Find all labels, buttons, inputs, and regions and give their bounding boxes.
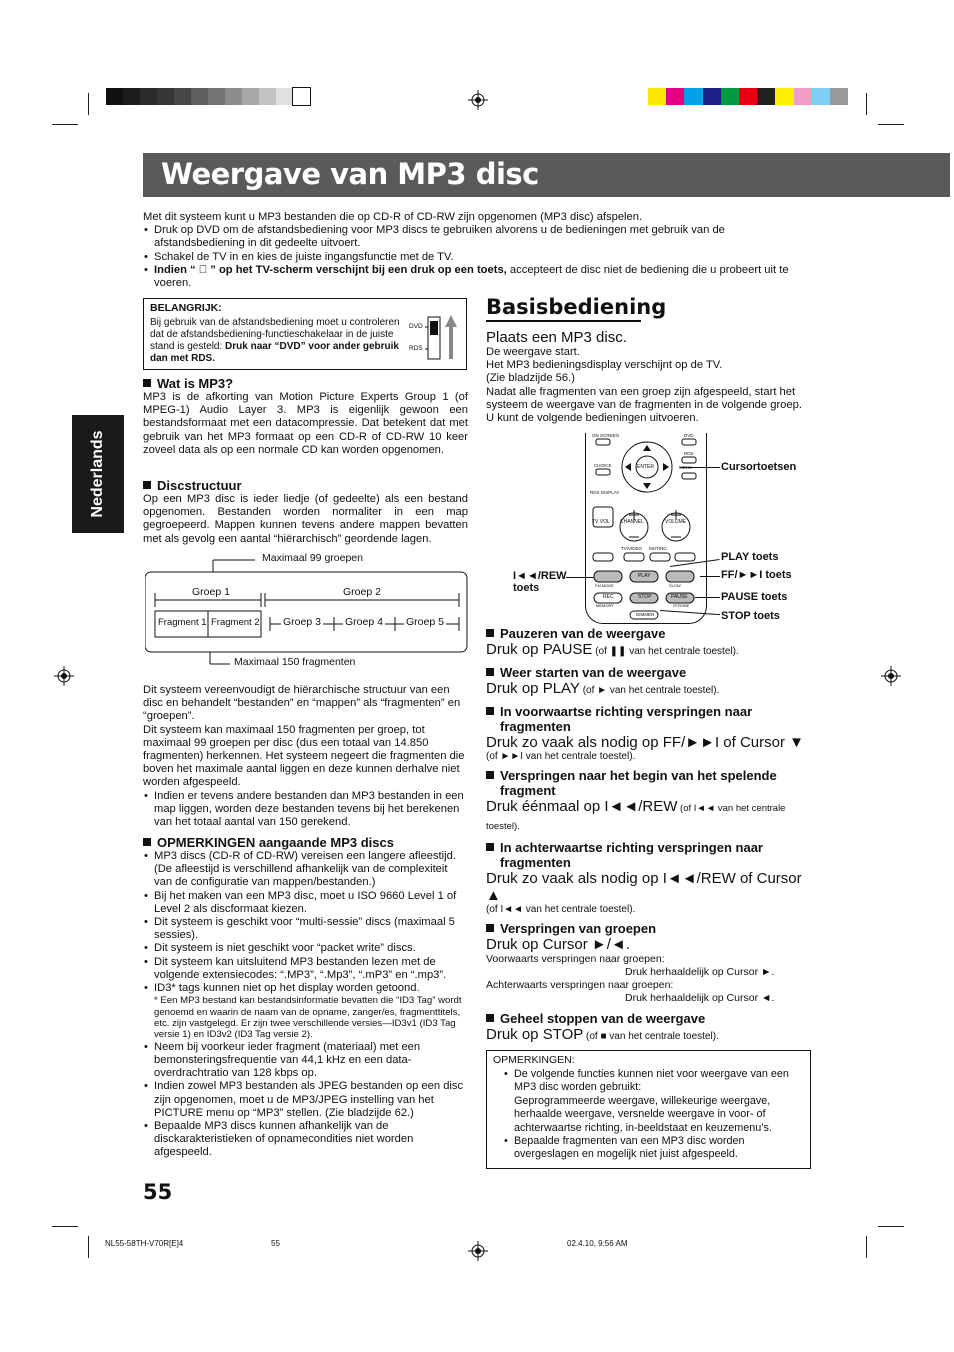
op-main: Druk op Cursor ►/◄.: [486, 936, 630, 953]
group-4-label: Groep 4: [345, 616, 383, 628]
max-groups-label: Maximaal 99 groepen: [262, 552, 363, 564]
notes-subtext: Geprogrammeerde weergave, willekeurige weergave, herhaalde weergave, versnelde weergave in voor- of achterwaartse richting, in-beeldstaat en keuzemenu’s.: [514, 1094, 772, 1134]
callout-line: [695, 597, 720, 598]
remote-enter-label: ENTER: [637, 464, 654, 470]
color-swatch: [739, 88, 757, 105]
remote-on-screen-label: ON SCREEN: [592, 433, 619, 438]
op-instruction: [486, 1026, 811, 1044]
group-skip-line: Achterwaarts verspringen naar groepen:: [486, 979, 674, 991]
op-heading: [486, 840, 811, 870]
switch-dvd-label: DVD: [409, 323, 423, 330]
square-bullet-icon: [486, 668, 494, 676]
heading-text: Discstructuur: [157, 478, 242, 493]
what-is-mp3-section: [143, 376, 468, 457]
intro-bullet: [154, 264, 813, 290]
remote-rds-display-label: RDS DISPLAY: [590, 490, 620, 495]
disc-structure-section: [143, 478, 468, 546]
color-swatch: [242, 88, 259, 105]
max-fragments-label: Maximaal 150 fragmenten: [234, 656, 356, 668]
square-bullet-icon: [486, 924, 494, 932]
heading-text: Wat is MP3?: [157, 376, 234, 391]
function-switch-icon: [425, 313, 461, 363]
mp3-notes-heading: [143, 835, 468, 850]
title-band: [143, 153, 950, 197]
heading-text: Verspringen van groepen: [500, 921, 657, 936]
remote-pause-label: PAUSE: [671, 594, 688, 600]
square-bullet-icon: [486, 1014, 494, 1022]
color-swatch: [830, 88, 848, 105]
rew-key-text: I◄◄/REW: [513, 570, 567, 582]
notes-bullet: [514, 1068, 810, 1135]
square-bullet-icon: [486, 629, 494, 637]
switch-rds-label: RDS: [409, 345, 423, 352]
remote-muting-label: MUTING: [649, 546, 667, 551]
fragment-2-label: Fragment 2: [211, 617, 260, 628]
color-swatch: [174, 88, 191, 105]
color-swatch: [123, 88, 140, 105]
op-instruction: [486, 798, 811, 834]
op-heading: [486, 768, 811, 798]
color-swatch: [140, 88, 157, 105]
capacity-text: Dit systeem kan maximaal 150 fragmenten per groep, tot maximaal 99 groepen per disc (dus een totaal van 14.850 fragmenten) herkennen. Het systeem negeert die fragmenten die boven het maximale aantal liggen en deze kunnen derhalve niet worden afgespeeld.: [143, 723, 465, 789]
note-bullet: • Dit systeem is geschikt voor “multi-sessie” discs (maximaal 5 sessies).: [154, 916, 468, 942]
group-skip-details: [486, 953, 811, 1005]
color-swatch: [293, 88, 310, 105]
remote-rds-label: RDS: [684, 451, 694, 456]
stop-key-label: STOP toets: [721, 610, 780, 622]
color-swatch: [775, 88, 793, 105]
op-note: (of ❚❚ van het centrale toestel).: [592, 646, 739, 657]
remote-choice-label: CHOICE: [594, 463, 612, 468]
op-main: Druk zo vaak als nodig op FF/►►I of Cursor ▼: [486, 734, 804, 751]
notes-bullet: • Bepaalde fragmenten van een MP3 disc worden overgeslagen en mogelijk niet juist afgespeeld.: [514, 1135, 810, 1162]
color-swatch: [666, 88, 684, 105]
note-text: ID3* tags kunnen niet op het display worden getoond.: [154, 982, 420, 995]
important-text-block: [150, 317, 405, 365]
group-2-label: Groep 2: [343, 586, 381, 598]
language-tab: [72, 415, 124, 533]
remote-strobe-label: STROBE: [673, 603, 690, 608]
heading-text: Pauzeren van de weergave: [500, 626, 666, 641]
heading-text: Geheel stoppen van de weergave: [500, 1011, 706, 1026]
footer-right: 02.4.10, 9:56 AM: [567, 1239, 628, 1248]
note-bullet: • Bij het maken van een MP3 disc, moet u ISO 9660 Level 1 of Level 2 als discformaat kiezen.: [154, 890, 468, 916]
op-heading: [486, 665, 811, 680]
intro-bullet: • Druk op DVD om de afstandsbediening voor MP3 discs te gebruiken alvorens u de bedieningen met gebruik van de afstandsbediening in dit gedeelte uitvoert.: [154, 224, 813, 250]
language-tab-label: Nederlands: [89, 430, 106, 518]
op-heading: [486, 1011, 811, 1026]
remote-memory-label: MEMORY: [596, 603, 614, 608]
op-main: Druk op PAUSE: [486, 641, 593, 658]
what-is-mp3-heading: [143, 376, 468, 391]
square-bullet-icon: [143, 838, 151, 846]
op-main: Druk éénmaal op I◄◄/REW: [486, 798, 678, 815]
what-is-mp3-text: MP3 is de afkorting van Motion Picture Experts Group 1 (of MPEG-1) Audio Layer 3. MP3 is eigenlijk gewoon een bestandsformaat met een datacompressie. Dat betekent dat met gebruik van het MP3 formaat op een CD-R of CD-RW 10 keer zoveel data als op een normale CD kan worden opgenomen.: [143, 391, 468, 456]
remote-volume-label: VOLUME: [665, 519, 687, 525]
op-instruction: [486, 680, 811, 698]
id3-footnote: * Een MP3 bestand kan bestandsinformatie bevatten die “ID3 Tag” wordt genoemd en waarin de naam van de opname, zanger/es, fragmenttitels, etc. zijn vastgelegd. Er zijn twee verschillende versies—ID3v1 (ID3 Tag versie 1) en ID3v2 (ID3 Tag versie 2).: [154, 995, 462, 1041]
color-swatch: [106, 88, 123, 105]
intro-bullet: • Schakel de TV in en kies de juiste ingangsfunctie met de TV.: [154, 251, 813, 264]
square-bullet-icon: [486, 843, 494, 851]
op-instruction: [486, 641, 811, 659]
op-main: Druk op STOP: [486, 1026, 584, 1043]
disc-structure-heading: [143, 478, 468, 493]
remote-channel-label: CHANNEL: [620, 519, 644, 525]
crop-mark: [878, 124, 904, 125]
remote-stop-label: STOP: [638, 594, 652, 600]
remote-tv-video-label: TV/VIDEO: [621, 546, 643, 551]
cursor-keys-label: Cursortoetsen: [721, 461, 797, 473]
square-bullet-icon: [486, 707, 494, 715]
color-swatch: [684, 88, 702, 105]
page-number: 55: [143, 1180, 173, 1204]
hierarchy-text: Dit systeem vereenvoudigt de hiërarchische structuur van een disc en behandelt “bestanden” en “mappen” als “fragmenten” en “groepen”.: [143, 684, 461, 723]
op-main: Druk op PLAY: [486, 680, 580, 697]
color-swatch: [276, 88, 293, 105]
step-text: [486, 346, 811, 425]
note-bullet: • MP3 discs (CD-R of CD-RW) vereisen een langere afleestijd. (De afleestijd is verschillend afhankelijk van de complexiteit van de configuratie van mappen/bestanden.): [154, 850, 468, 890]
remote-dimmer-label: DIMMER: [636, 612, 655, 617]
important-text: Bij gebruik van de afstandsbediening moet u controleren dat de afstandsbediening-functieschakelaar in de juiste stand is gesteld:: [150, 317, 400, 352]
heading-text: Verspringen naar het begin van het spelende fragment: [500, 768, 777, 798]
registration-target-icon: [468, 90, 488, 110]
group-5-label: Groep 5: [406, 616, 444, 628]
note-bullet: • Dit systeem kan uitsluitend MP3 bestanden lezen met de volgende extensiecodes: “.MP3”, “.Mp3”, “.mP3” en “.mp3”.: [154, 956, 468, 982]
important-box: [143, 298, 467, 370]
remote-fm-mode-label: FM MODE: [595, 583, 614, 588]
heading-text: Weer starten van de weergave: [500, 665, 687, 680]
structure-lines: [145, 552, 468, 676]
op-note: (of I◄◄ van het centrale toestel).: [486, 803, 786, 832]
color-swatch: [157, 88, 174, 105]
rew-key-text2: toets: [513, 582, 540, 594]
group-skip-line: Druk herhaaldelijk op Cursor ◄.: [625, 992, 775, 1004]
page-title: Weergave van MP3 disc: [161, 157, 539, 191]
group-3-label: Groep 3: [283, 616, 321, 628]
color-swatch: [794, 88, 812, 105]
group-1-label: Groep 1: [192, 586, 230, 598]
note-bullet: [154, 982, 468, 1041]
callout-line: [566, 577, 594, 578]
crop-mark: [88, 1236, 89, 1258]
basic-operation-heading: [486, 295, 666, 322]
callout-line: [680, 467, 720, 468]
notes-text: De volgende functies kunnen niet voor weergave van een MP3 disc worden gebruikt:: [514, 1068, 789, 1094]
note-bullet: • Bepaalde MP3 discs kunnen afhankelijk van de disckarakteristieken of opnamecondities niet worden afgespeeld.: [154, 1120, 468, 1160]
intro-line: Met dit systeem kunt u MP3 bestanden die op CD-R of CD-RW zijn opgenomen (MP3 disc) afspelen.: [143, 211, 643, 223]
note-bullet: • Indien zowel MP3 bestanden als JPEG bestanden op een disc zijn opgenomen, moet u de MP3/JPEG instelling van het PICTURE menu op “MP3” stellen. (Zie bladzijde 62.): [154, 1080, 468, 1120]
notes-list: [503, 1068, 810, 1162]
op-note: (of I◄◄ van het centrale toestel).: [486, 904, 636, 915]
remote-rec-label: REC: [603, 594, 614, 600]
mp3-notes-section: [143, 835, 468, 1160]
footer-left: NL55-58TH-V70R[E]4: [105, 1239, 184, 1248]
color-swatch: [757, 88, 775, 105]
color-swatch: [259, 88, 276, 105]
notes-box: [486, 1050, 811, 1169]
color-swatch: [225, 88, 242, 105]
op-main: Druk zo vaak als nodig op I◄◄/REW of Cursor ▲: [486, 870, 802, 904]
crop-mark: [866, 1236, 867, 1258]
note-bullet: • Dit systeem is niet geschikt voor “packet write” discs.: [154, 942, 468, 955]
op-note: (of ►►I van het centrale toestel).: [486, 751, 636, 762]
fragment-1-label: Fragment 1: [158, 617, 207, 628]
pause-key-label: PAUSE toets: [721, 591, 788, 603]
remote-tv-vol-label: TV VOL: [592, 519, 610, 525]
color-swatch: [191, 88, 208, 105]
footer-mid: 55: [271, 1239, 280, 1248]
crop-mark: [52, 124, 78, 125]
important-title: BELANGRIJK:: [150, 302, 222, 314]
operations-list: [486, 626, 811, 1044]
square-bullet-icon: [486, 771, 494, 779]
remote-slow-label: SLOW: [669, 583, 681, 588]
remote-play-label: PLAY: [638, 573, 651, 579]
step-line: De weergave start.: [486, 346, 580, 358]
color-swatch: [208, 88, 225, 105]
section-title: Basisbediening: [486, 295, 667, 319]
crop-mark: [88, 93, 89, 115]
registration-target-icon: [54, 666, 74, 686]
heading-text: OPMERKINGEN aangaande MP3 discs: [157, 835, 394, 850]
group-skip-line: Voorwaarts verspringen naar groepen:: [486, 953, 665, 965]
step-title: Plaats een MP3 disc.: [486, 329, 627, 346]
crop-mark: [878, 1226, 904, 1227]
registration-target-icon: [881, 666, 901, 686]
color-swatch: [812, 88, 830, 105]
crop-mark: [866, 93, 867, 115]
ff-key-label: FF/►►I toets: [721, 569, 792, 581]
notes-title: OPMERKINGEN:: [493, 1054, 575, 1066]
heading-text: In voorwaartse richting verspringen naar fragmenten: [500, 704, 753, 734]
rew-key-label: [513, 570, 567, 594]
basic-step: [486, 329, 811, 425]
registration-target-icon: [468, 1241, 488, 1261]
play-key-label: PLAY toets: [721, 551, 779, 563]
op-note: (of ■ van het centrale toestel).: [583, 1031, 719, 1042]
hierarchy-section: [143, 684, 468, 829]
heading-text: In achterwaartse richting verspringen naar fragmenten: [500, 840, 763, 870]
op-heading: [486, 704, 811, 734]
color-swatch: [703, 88, 721, 105]
square-bullet-icon: [143, 481, 151, 489]
square-bullet-icon: [143, 379, 151, 387]
color-swatch: [648, 88, 666, 105]
op-heading: [486, 626, 811, 641]
crop-mark: [52, 1226, 78, 1227]
intro-bullet-rest: accepteert de disc niet de bediening die u probeert uit te voeren.: [154, 263, 789, 290]
remote-control: [585, 433, 707, 624]
op-note: (of ► van het centrale toestel).: [579, 685, 720, 696]
intro-bullet-bold: Indien “ ⃠ ” op het TV-scherm verschijnt bij een druk op een toets,: [154, 263, 507, 276]
color-swatch: [721, 88, 739, 105]
intro-section: [143, 211, 813, 290]
remote-dvd-label: DVD: [684, 433, 694, 438]
op-heading: [486, 921, 811, 936]
callout-line: [700, 576, 720, 577]
important-bold: Druk naar “DVD” voor ander gebruik dan met RDS.: [150, 341, 399, 364]
step-line: Het MP3 bedieningsdisplay verschijnt op de TV.: [486, 359, 723, 372]
disc-structure-text: Op een MP3 disc is ieder liedje (of gedeelte) als een bestand opgenomen. Bestanden worden normaliter in een map gegroepeerd. Mappen kunnen tevens andere mappen bevatten met als gevolg een aantal “hiërarchisch” geordende lagen.: [143, 493, 468, 545]
step-line: (Zie bladzijde 56.): [486, 372, 575, 385]
note-bullet: • Neem bij voorkeur ieder fragment (materiaal) met een bemonsteringsfrequentie van 44,1 kHz en een data-overdrachtratio van 128 kbps op.: [154, 1041, 468, 1081]
structure-diagram: [145, 552, 468, 676]
step-line: Nadat alle fragmenten van een groep zijn afgespeeld, start het systeem de weergave van de fragmenten in de volgende groep. U kunt de volgende bedieningen uitvoeren.: [486, 385, 802, 425]
group-skip-line: Druk herhaaldelijk op Cursor ►.: [625, 966, 775, 978]
title-underline: [486, 320, 641, 322]
capacity-bullet: • Indien er tevens andere bestanden dan MP3 bestanden in een map liggen, worden deze bestanden tevens bij het berekenen van het totaal aantal van 150 gerekend.: [154, 790, 468, 830]
